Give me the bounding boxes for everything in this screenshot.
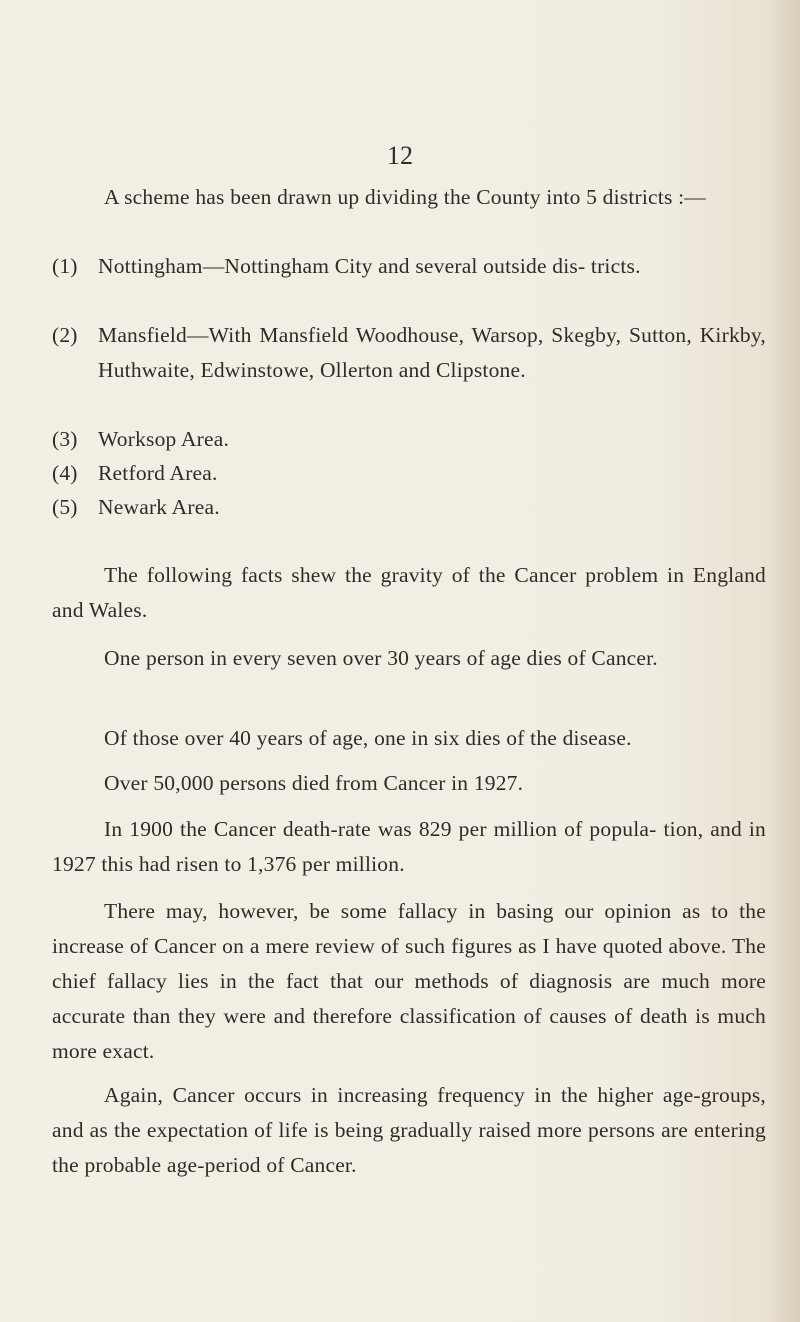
district-number: (3) bbox=[52, 427, 78, 451]
paragraph-one-in-seven: One person in every seven over 30 years of age dies of Cancer. bbox=[104, 646, 658, 670]
district-item-1 bbox=[52, 249, 766, 284]
paragraph-age-groups: Again, Cancer occurs in increasing frequency in the higher age-groups, and as the expectation of life is being gradually raised more persons are entering the probable age-period of Cancer. bbox=[52, 1083, 766, 1177]
district-item-2 bbox=[52, 318, 766, 388]
page-number: 12 bbox=[387, 141, 413, 170]
paragraph-gravity: The following facts shew the gravity of the Cancer problem in England and Wales. bbox=[52, 563, 766, 622]
district-item-4 bbox=[52, 456, 766, 491]
paragraph-death-rate: In 1900 the Cancer death-rate was 829 per million of popula- tion, and in 1927 this had risen to 1,376 per million. bbox=[52, 817, 766, 876]
paragraph-deaths-1927: Over 50,000 persons died from Cancer in 1927. bbox=[104, 771, 524, 795]
district-text: Newark Area. bbox=[98, 495, 220, 519]
district-number: (5) bbox=[52, 495, 78, 519]
paragraph-fallacy: There may, however, be some fallacy in basing our opinion as to the increase of Cancer on a mere review of such figures as I have quoted above. The chief fallacy lies in the fact that our methods of diagnosis are much more accurate than they were and therefore classification of causes of death is much more exact. bbox=[52, 899, 766, 1063]
intro-paragraph: A scheme has been drawn up dividing the County into 5 districts :— bbox=[104, 185, 706, 209]
district-item-5 bbox=[52, 490, 766, 525]
district-text: Nottingham—Nottingham City and several outside dis- tricts. bbox=[98, 254, 641, 278]
district-text: Retford Area. bbox=[98, 461, 218, 485]
district-number: (4) bbox=[52, 461, 78, 485]
district-number: (2) bbox=[52, 323, 78, 347]
district-number: (1) bbox=[52, 254, 78, 278]
paragraph-one-in-six: Of those over 40 years of age, one in six dies of the disease. bbox=[104, 726, 632, 750]
district-text: Mansfield—With Mansfield Woodhouse, Warsop, Skegby, Sutton, Kirkby, Huthwaite, Edwinstowe, Ollerton and Clipstone. bbox=[98, 323, 766, 382]
district-item-3 bbox=[52, 422, 766, 457]
district-text: Worksop Area. bbox=[98, 427, 230, 451]
